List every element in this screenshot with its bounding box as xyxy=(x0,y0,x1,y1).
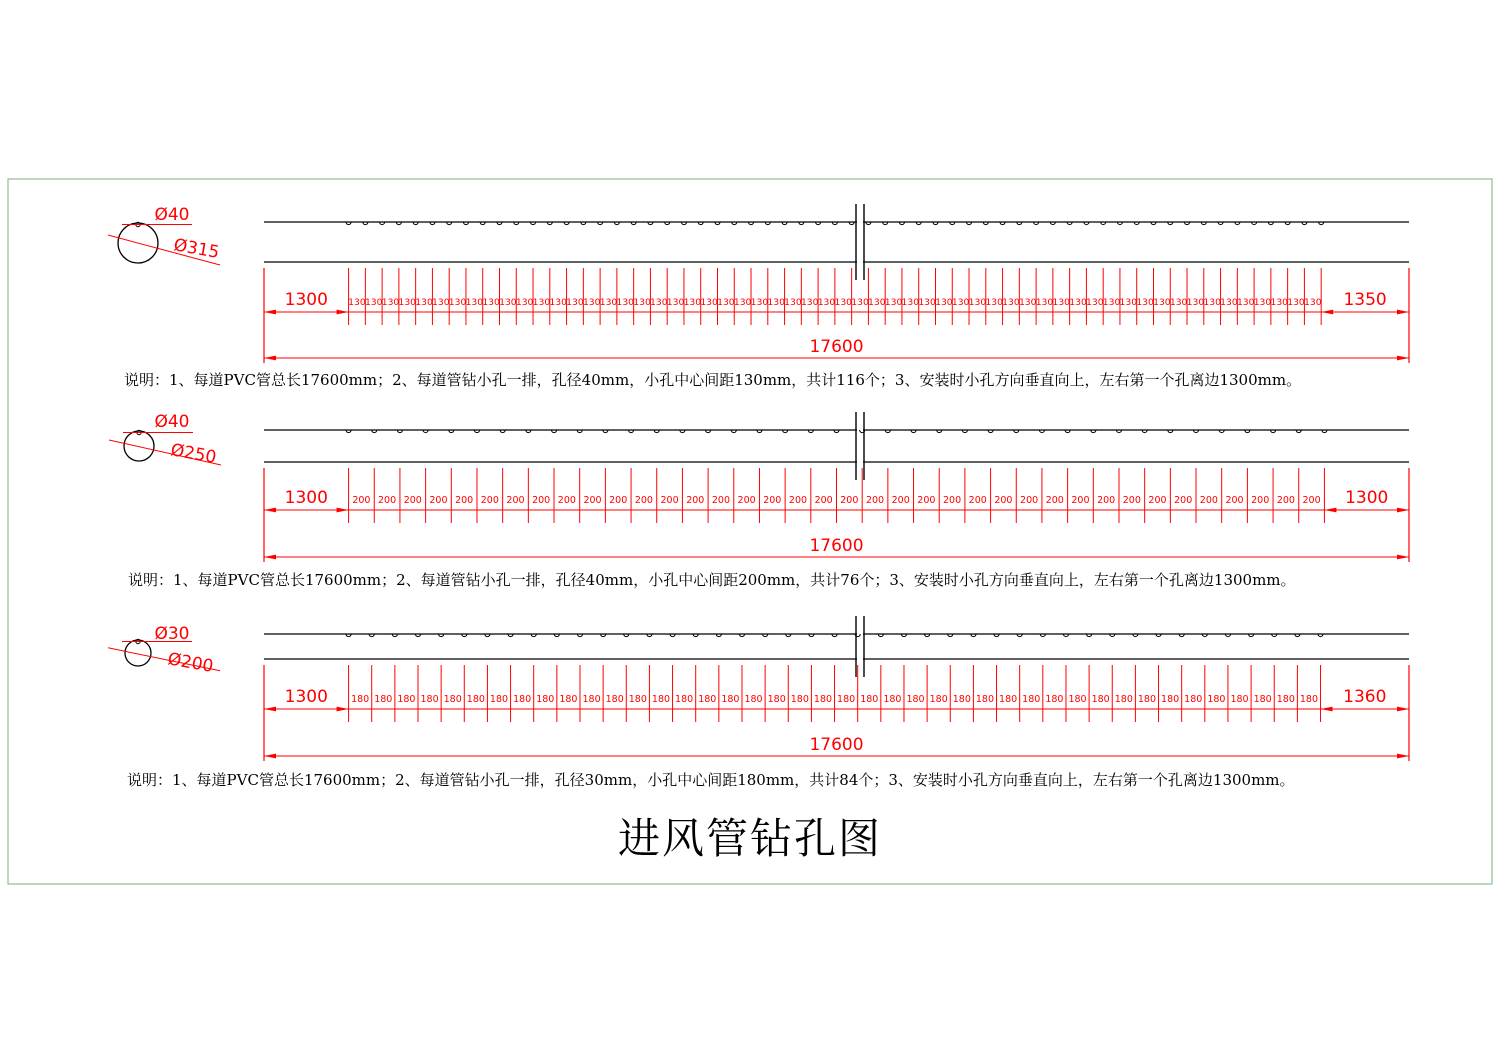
arrow xyxy=(264,508,276,513)
hole-spacing-label: 200 xyxy=(686,495,705,506)
hole-spacing-label: 130 xyxy=(1102,297,1121,308)
hole-spacing-label: 200 xyxy=(1148,495,1167,506)
hole-spacing-label: 200 xyxy=(737,495,756,506)
hole-spacing-label: 130 xyxy=(515,297,534,308)
hole-spacing-label: 130 xyxy=(448,297,467,308)
pipe-note-1: 说明：1、每道PVC管总长17600mm；2、每道管钻小孔一排，孔径40mm，小孔中心间距130mm，共计116个；3、安装时小孔方向垂直向上，左右第一个孔离边1300mm。 xyxy=(124,371,1302,389)
hole-spacing-label: 130 xyxy=(1236,297,1255,308)
hole-spacing-label: 180 xyxy=(466,694,485,705)
hole-spacing-label: 130 xyxy=(683,297,702,308)
left-margin-label: 1300 xyxy=(284,488,328,508)
hole-spacing-label: 130 xyxy=(364,297,383,308)
hole-diameter-label: Ø40 xyxy=(154,412,190,432)
hole-spacing-label: 200 xyxy=(1045,495,1064,506)
arrow xyxy=(1321,310,1333,315)
hole-spacing-label: 180 xyxy=(1137,694,1157,705)
hole-spacing-label: 130 xyxy=(582,297,601,308)
hole-spacing-label: 200 xyxy=(506,495,525,506)
hole-spacing-label: 130 xyxy=(1287,297,1305,308)
arrow xyxy=(264,356,276,361)
hole-diameter-label: Ø40 xyxy=(154,205,190,225)
hole-spacing-label: 130 xyxy=(1186,297,1205,308)
drawing-title: 进风管钻孔图 xyxy=(617,814,882,863)
arrow xyxy=(337,508,349,513)
hole-spacing-label: 180 xyxy=(721,694,740,705)
pipe-cross-section xyxy=(124,431,154,461)
hole-spacing-label: 200 xyxy=(403,495,422,506)
hole-spacing-label: 130 xyxy=(1052,297,1071,308)
hole-spacing-label: 130 xyxy=(717,297,735,308)
hole-spacing-label: 200 xyxy=(1199,495,1218,506)
hole-spacing-label: 180 xyxy=(1045,694,1064,705)
hole-spacing-label: 200 xyxy=(634,495,653,506)
hole-spacing-label: 130 xyxy=(599,297,618,308)
arrow xyxy=(337,310,349,315)
arrow xyxy=(1397,754,1409,759)
hole-spacing-label: 130 xyxy=(951,297,970,308)
total-length-label: 17600 xyxy=(809,337,864,357)
arrow xyxy=(264,707,276,712)
hole-spacing-label: 130 xyxy=(985,297,1003,308)
hole-spacing-label: 200 xyxy=(429,495,448,506)
hole-spacing-label: 130 xyxy=(499,297,517,308)
hole-spacing-label: 130 xyxy=(633,297,651,308)
pipe-break-gap xyxy=(857,428,863,464)
hole-spacing-label: 200 xyxy=(840,495,859,506)
arrow xyxy=(264,555,276,560)
section-diameter-label: Ø315 xyxy=(172,235,221,263)
arrow xyxy=(264,754,276,759)
hole-spacing-label: 130 xyxy=(817,297,836,308)
hole-spacing-label: 200 xyxy=(660,495,679,506)
hole-spacing-label: 200 xyxy=(352,495,371,506)
hole-spacing-label: 130 xyxy=(1169,297,1188,308)
hole-spacing-label: 200 xyxy=(378,495,397,506)
hole-spacing-label: 130 xyxy=(432,297,450,308)
hole-spacing-label: 180 xyxy=(883,694,902,705)
arrow xyxy=(1397,356,1409,361)
hole-spacing-label: 200 xyxy=(532,495,551,506)
hole-spacing-label: 200 xyxy=(814,495,833,506)
hole-spacing-label: 130 xyxy=(851,297,869,308)
hole-spacing-label: 130 xyxy=(784,297,802,308)
hole-spacing-label: 180 xyxy=(559,694,578,705)
hole-spacing-label: 180 xyxy=(767,694,786,705)
hole-spacing-label: 130 xyxy=(968,297,987,308)
hole-spacing-label: 180 xyxy=(513,694,532,705)
hole-spacing-label: 180 xyxy=(1253,694,1272,705)
hole-spacing-label: 180 xyxy=(1068,694,1087,705)
hole-spacing-label: 180 xyxy=(837,694,856,705)
section-diameter-label: Ø250 xyxy=(169,440,218,468)
left-margin-label: 1300 xyxy=(284,687,328,707)
hole-spacing-label: 130 xyxy=(398,297,417,308)
hole-spacing-label: 130 xyxy=(482,297,500,308)
section-diameter-label: Ø200 xyxy=(166,649,215,677)
hole-spacing-label: 180 xyxy=(1184,694,1203,705)
hole-spacing-label: 200 xyxy=(1225,495,1244,506)
hole-spacing-label: 180 xyxy=(536,694,555,705)
hole-spacing-label: 180 xyxy=(952,694,971,705)
hole-spacing-label: 130 xyxy=(650,297,668,308)
hole-spacing-label: 200 xyxy=(865,495,885,506)
hole-spacing-label: 200 xyxy=(994,495,1013,506)
hole-spacing-label: 180 xyxy=(582,694,601,705)
arrow xyxy=(1397,310,1409,315)
hole-spacing-label: 180 xyxy=(651,694,671,705)
hole-spacing-label: 180 xyxy=(929,694,948,705)
hole-spacing-label: 130 xyxy=(750,297,769,308)
hole-spacing-label: 130 xyxy=(1119,297,1138,308)
hole-spacing-label: 200 xyxy=(480,495,499,506)
hole-spacing-label: 200 xyxy=(455,495,474,506)
left-margin-label: 1300 xyxy=(284,290,328,310)
hole-spacing-label: 130 xyxy=(1035,297,1054,308)
hole-spacing-label: 200 xyxy=(788,495,808,506)
hole-spacing-label: 180 xyxy=(1207,694,1226,705)
hole-spacing-label: 200 xyxy=(1302,495,1321,506)
hole-spacing-label: 130 xyxy=(566,297,584,308)
hole-spacing-label: 180 xyxy=(628,694,647,705)
hole-spacing-label: 180 xyxy=(975,694,995,705)
hole-spacing-label: 130 xyxy=(767,297,785,308)
arrow xyxy=(1397,508,1409,513)
hole-spacing-label: 200 xyxy=(942,495,962,506)
hole-spacing-label: 180 xyxy=(744,694,763,705)
hole-spacing-label: 130 xyxy=(800,297,819,308)
hole-spacing-label: 130 xyxy=(381,297,400,308)
hole-spacing-label: 180 xyxy=(1299,694,1319,705)
hole-spacing-label: 200 xyxy=(1122,495,1141,506)
hole-spacing-label: 180 xyxy=(698,694,717,705)
arrow xyxy=(1321,707,1333,712)
hole-spacing-label: 130 xyxy=(700,297,718,308)
hole-spacing-label: 130 xyxy=(666,297,685,308)
hole-spacing-label: 130 xyxy=(1136,297,1154,308)
hole-spacing-label: 180 xyxy=(351,694,370,705)
hole-spacing-label: 130 xyxy=(1270,297,1289,308)
hole-spacing-label: 180 xyxy=(374,694,393,705)
pipe-note-3: 说明：1、每道PVC管总长17600mm；2、每道管钻小孔一排，孔径30mm，小孔中心间距180mm，共计84个；3、安装时小孔方向垂直向上，左右第一个孔离边1300mm。 xyxy=(127,771,1295,789)
right-margin-label: 1360 xyxy=(1343,687,1387,707)
hole-spacing-label: 130 xyxy=(1018,297,1037,308)
hole-diameter-label: Ø30 xyxy=(154,624,190,644)
hole-spacing-label: 180 xyxy=(443,694,462,705)
hole-spacing-label: 200 xyxy=(1097,495,1116,506)
arrow xyxy=(337,707,349,712)
hole-spacing-label: 200 xyxy=(711,495,731,506)
hole-spacing-label: 180 xyxy=(1276,694,1295,705)
hole-spacing-label: 130 xyxy=(1253,297,1272,308)
hole-spacing-label: 200 xyxy=(583,495,602,506)
hole-spacing-label: 200 xyxy=(557,495,576,506)
hole-spacing-label: 130 xyxy=(834,297,853,308)
hole-spacing-label: 200 xyxy=(1071,495,1090,506)
hole-spacing-label: 200 xyxy=(917,495,936,506)
arrow xyxy=(1397,555,1409,560)
hole-spacing-label: 130 xyxy=(1203,297,1221,308)
hole-spacing-label: 130 xyxy=(1069,297,1087,308)
hole-spacing-label: 130 xyxy=(733,297,752,308)
hole-spacing-label: 130 xyxy=(901,297,920,308)
hole-spacing-label: 180 xyxy=(860,694,879,705)
arrow xyxy=(1397,707,1409,712)
hole-spacing-label: 200 xyxy=(968,495,987,506)
hole-spacing-label: 130 xyxy=(1086,297,1104,308)
hole-spacing-label: 180 xyxy=(420,694,439,705)
right-margin-label: 1350 xyxy=(1343,290,1387,310)
hole-spacing-label: 200 xyxy=(1251,495,1270,506)
hole-spacing-label: 130 xyxy=(532,297,551,308)
hole-spacing-label: 130 xyxy=(935,297,953,308)
hole-spacing-label: 180 xyxy=(1161,694,1180,705)
hole-spacing-label: 180 xyxy=(605,694,624,705)
right-margin-label: 1300 xyxy=(1345,488,1389,508)
hole-spacing-label: 130 xyxy=(918,297,936,308)
hole-spacing-label: 200 xyxy=(891,495,910,506)
hole-spacing-label: 180 xyxy=(1230,694,1249,705)
hole-spacing-label: 180 xyxy=(397,694,416,705)
hole-spacing-label: 130 xyxy=(868,297,886,308)
hole-spacing-label: 130 xyxy=(1153,297,1171,308)
hole-spacing-label: 180 xyxy=(790,694,809,705)
hole-spacing-label: 180 xyxy=(489,694,509,705)
hole-spacing-label: 200 xyxy=(1276,495,1295,506)
hole-spacing-label: 180 xyxy=(675,694,694,705)
hole-spacing-label: 180 xyxy=(1114,694,1133,705)
hole-spacing-label: 130 xyxy=(415,297,433,308)
arrow xyxy=(1324,508,1336,513)
total-length-label: 17600 xyxy=(809,735,864,755)
arrow xyxy=(264,310,276,315)
hole-spacing-label: 130 xyxy=(884,297,903,308)
hole-spacing-label: 180 xyxy=(813,694,833,705)
hole-spacing-label: 130 xyxy=(348,297,366,308)
pipe-note-2: 说明：1、每道PVC管总长17600mm；2、每道管钻小孔一排，孔径40mm，小孔中心间距200mm，共计76个；3、安装时小孔方向垂直向上，左右第一个孔离边1300mm。 xyxy=(128,571,1296,589)
hole-spacing-label: 200 xyxy=(763,495,782,506)
hole-spacing-label: 130 xyxy=(1002,297,1020,308)
hole-spacing-label: 180 xyxy=(1091,694,1110,705)
total-length-label: 17600 xyxy=(809,536,864,556)
hole-spacing-label: 130 xyxy=(1220,297,1238,308)
hole-spacing-label: 180 xyxy=(906,694,925,705)
hole-spacing-label: 130 xyxy=(616,297,635,308)
hole-spacing-label: 130 xyxy=(465,297,484,308)
hole-spacing-label: 200 xyxy=(609,495,628,506)
hole-spacing-label: 130 xyxy=(549,297,567,308)
hole-spacing-label: 200 xyxy=(1174,495,1193,506)
hole-spacing-label: 180 xyxy=(1022,694,1041,705)
pipe-break-gap xyxy=(857,220,863,264)
hole-spacing-label: 200 xyxy=(1020,495,1039,506)
hole-spacing-label: 180 xyxy=(999,694,1018,705)
hole-spacing-label: 130 xyxy=(1304,297,1322,308)
